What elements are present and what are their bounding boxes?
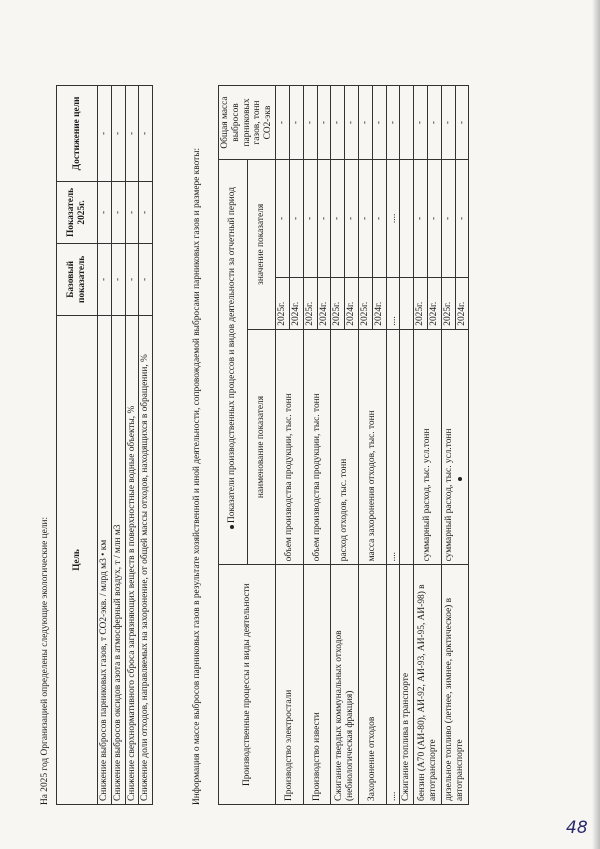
goals-header-goal: Цель (57, 315, 98, 804)
goal-target: - (139, 181, 153, 243)
goal-achieved: - (98, 86, 112, 182)
year-label: 2024г. (428, 277, 442, 329)
goals-table (56, 85, 153, 805)
year-label: 2024г. (289, 277, 303, 329)
year-label: 2024г. (345, 277, 359, 329)
goals-row (125, 86, 139, 805)
indicator-name (400, 329, 414, 565)
indicator-value (400, 159, 414, 277)
indicator-value: - (345, 159, 359, 277)
year-label: 2025г. (303, 277, 317, 329)
year-label: .... (386, 277, 400, 329)
year-label: 2024г. (372, 277, 386, 329)
goals-row (139, 86, 153, 805)
emissions-info-text: Информация о массе выбросов парниковых газов в результате хозяйственной и иной деятельности, сопровождаемой выбросами парниковых газов и размере квоты: (192, 147, 202, 805)
indicator-name: объем производства продукции, тыс. тонн (276, 329, 304, 565)
bullet-dot-icon (230, 525, 234, 529)
emission-mass: - (289, 86, 303, 160)
header-indicator-name: наименование показателя (247, 329, 276, 565)
table-row (358, 86, 372, 805)
page-number: 48 (566, 818, 588, 838)
emission-mass: - (331, 86, 345, 160)
emission-mass: - (386, 86, 400, 160)
indicator-value: - (289, 159, 303, 277)
header-indicators-group-label: Показатели производственных процессов и видов деятельности за отчетный период (227, 187, 238, 523)
process-name: Сжигание твердых коммунальных отходов (небиологическая фракция) (331, 565, 359, 805)
indicator-value: - (414, 159, 428, 277)
process-name: Производство извести (303, 565, 331, 805)
goal-achieved: - (139, 86, 153, 182)
goal-base: - (139, 243, 153, 315)
process-name: дизельное топливо (летнее, зимнее, арктическое) в автотранспорте (441, 565, 469, 805)
year-label: 2024г. (455, 277, 469, 329)
indicator-value: - (372, 159, 386, 277)
goal-text: Снижение доли отходов, направляемых на захоронение, от общей массы отходов, находящихся в обращении, % (139, 315, 153, 804)
table-row (400, 86, 414, 805)
table-row (414, 86, 428, 805)
scan-edge-shadow (592, 0, 600, 849)
table-row (276, 86, 290, 805)
goals-row (111, 86, 125, 805)
goal-base: - (111, 243, 125, 315)
indicator-value: - (303, 159, 317, 277)
year-label: 2025г. (414, 277, 428, 329)
bullet-dot-icon (458, 477, 462, 481)
indicator-value: - (276, 159, 290, 277)
emission-mass: - (441, 86, 455, 160)
table-row (441, 86, 455, 805)
header-total-mass: Общая масса выбросов парниковых газов, тонн СО2-экв (219, 86, 276, 160)
indicator-value: - (428, 159, 442, 277)
indicator-name-label: суммарный расход, тыс. усл.тонн (444, 428, 455, 562)
indicator-name (441, 329, 469, 565)
emission-mass: - (455, 86, 469, 160)
goal-text: Снижение выбросов парниковых газов, т СО2-экв. / млрд м3 • км (98, 315, 112, 804)
year-label: 2025г. (441, 277, 455, 329)
goal-base: - (125, 243, 139, 315)
emission-mass: - (372, 86, 386, 160)
indicator-value: - (455, 159, 469, 277)
indicator-value: - (358, 159, 372, 277)
emission-mass: - (345, 86, 359, 160)
table-row (386, 86, 400, 805)
table-row (303, 86, 317, 805)
process-name: Захоронение отходов (358, 565, 386, 805)
year-label (400, 277, 414, 329)
emission-mass (400, 86, 414, 160)
year-label: 2025г. (276, 277, 290, 329)
goals-header-row (57, 86, 98, 805)
goals-header-achieved: Достижение цели (57, 86, 98, 182)
indicator-name: расход отходов, тыс. тонн (331, 329, 359, 565)
emission-mass: - (317, 86, 331, 160)
rotated-document-page (40, 45, 560, 805)
process-name: Производство электростали (276, 565, 304, 805)
goals-intro-text: На 2025 год Организацией определены следующие экологические цели: (40, 516, 50, 805)
goal-target: - (98, 181, 112, 243)
header-process: Производственные процессы и виды деятельности (219, 565, 276, 805)
indicator-name: масса захоронения отходов, тыс. тонн (358, 329, 386, 565)
indicator-name: суммарный расход, тыс. усл.тонн (414, 329, 442, 565)
header-indicators-group (219, 159, 248, 564)
goal-text: Снижение выбросов оксидов азота в атмосферный воздух, т / млн м3 (111, 315, 125, 804)
indicator-value: - (441, 159, 455, 277)
table-row (331, 86, 345, 805)
indicator-name: .... (386, 329, 400, 565)
emission-mass: - (276, 86, 290, 160)
goal-text: Снижение сверхнормативного сброса загрязняющих веществ в поверхностные водные объекты, % (125, 315, 139, 804)
emission-mass: - (303, 86, 317, 160)
goal-target: - (125, 181, 139, 243)
emission-mass: - (428, 86, 442, 160)
emission-mass: - (358, 86, 372, 160)
emissions-table (218, 85, 469, 805)
process-name: Сжигание топлива в транспорте (400, 565, 414, 805)
indicator-value: - (317, 159, 331, 277)
process-name: бензин (А70 (АИ-80), АИ-92, АИ-93, АИ-95, АИ-98) в автотранспорте (414, 565, 442, 805)
indicator-name: объем производства продукции, тыс. тонн (303, 329, 331, 565)
goals-header-target: Показатель 2025г. (57, 181, 98, 243)
emission-mass: - (414, 86, 428, 160)
indicator-value: .... (386, 159, 400, 277)
emissions-header-row (219, 86, 248, 805)
year-label: 2025г. (358, 277, 372, 329)
goals-header-base: Базовый показатель (57, 243, 98, 315)
header-indicator-value: значение показателя (247, 159, 276, 329)
year-label: 2024г. (317, 277, 331, 329)
year-label: 2025г. (331, 277, 345, 329)
goals-row (98, 86, 112, 805)
indicator-value: - (331, 159, 345, 277)
process-name: .... (386, 565, 400, 805)
goal-achieved: - (111, 86, 125, 182)
goal-target: - (111, 181, 125, 243)
goal-achieved: - (125, 86, 139, 182)
goal-base: - (98, 243, 112, 315)
